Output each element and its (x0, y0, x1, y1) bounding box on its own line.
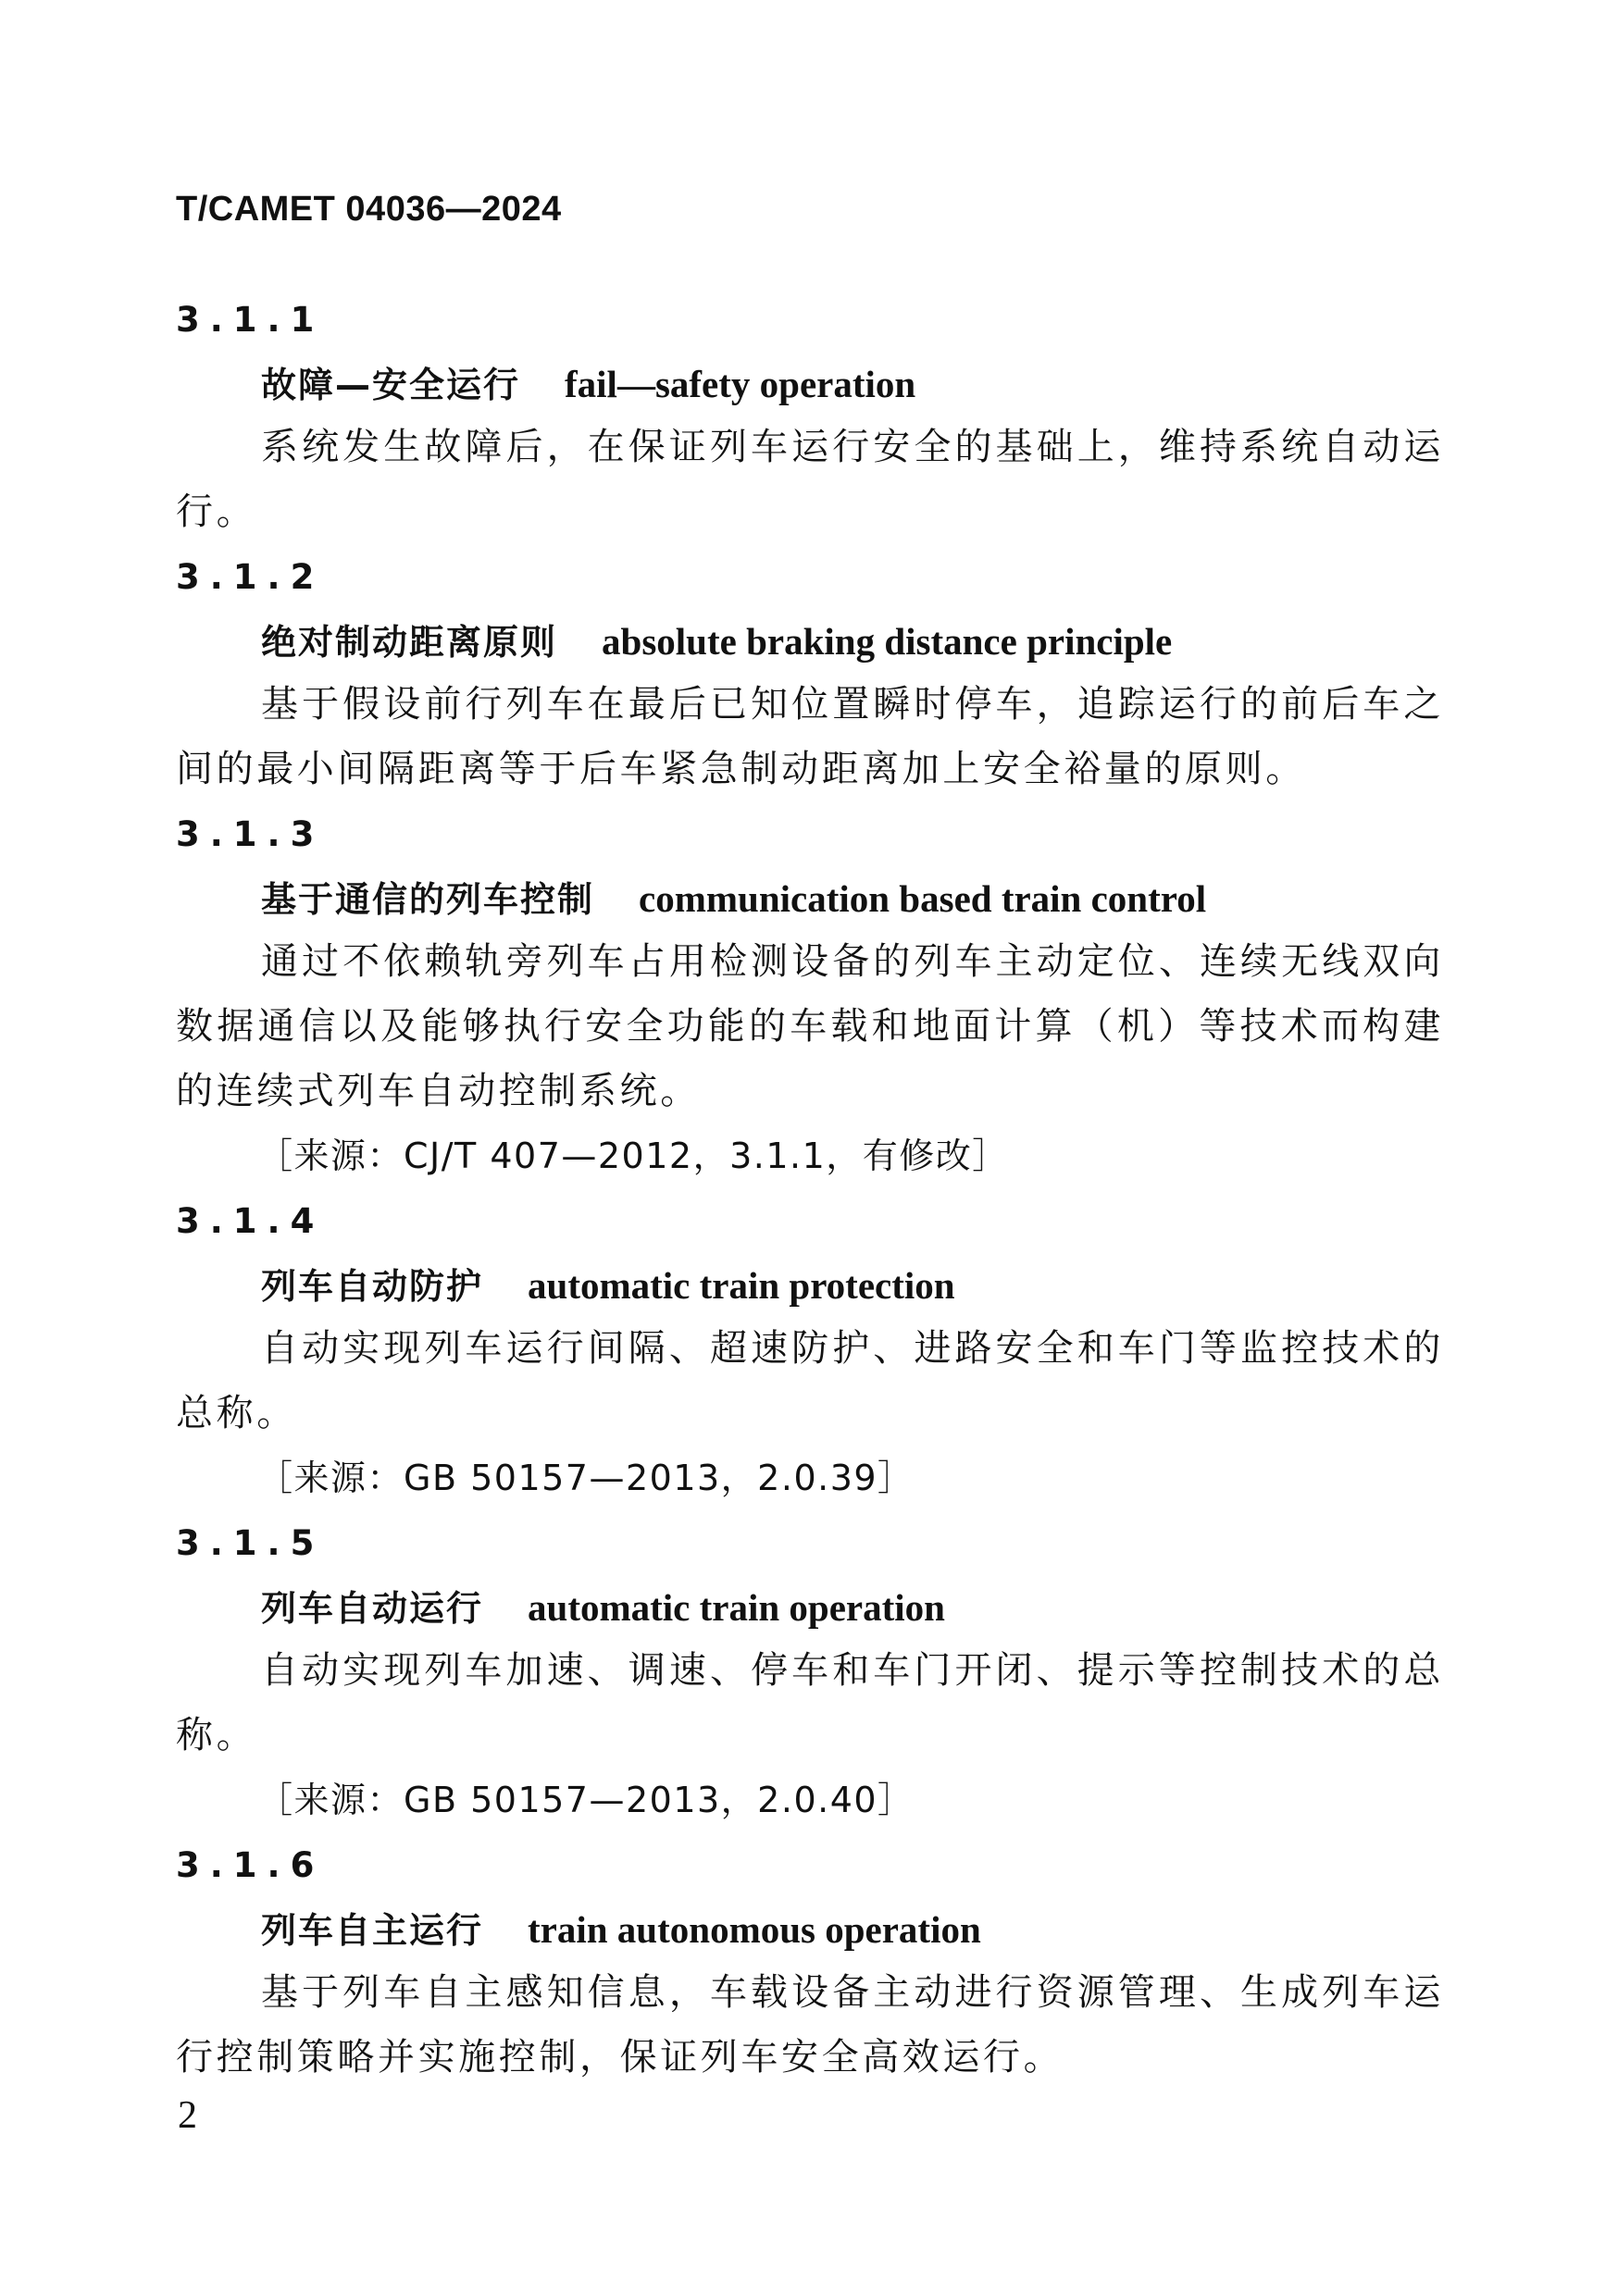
term-entry-3-1-5 (176, 1518, 1444, 1832)
term-source: ［来源：CJ/T 407—2012，3.1.1，有修改］ (257, 1136, 1009, 1176)
terms-body (176, 287, 1444, 2090)
term-english: communication based train control (639, 877, 1207, 920)
clause-number: 3.1.3 (176, 814, 325, 854)
term-definition: 基于假设前行列车在最后已知位置瞬时停车，追踪运行的前后车之间的最小间隔距离等于后车紧急制动距离加上安全裕量的原则。 (176, 683, 1444, 790)
term-english: fail—safety operation (565, 363, 916, 405)
term-definition: 系统发生故障后，在保证列车运行安全的基础上，维持系统自动运行。 (176, 426, 1444, 533)
standard-code-header: T/CAMET 04036—2024 (176, 190, 562, 229)
term-chinese: 故障—安全运行 (261, 365, 521, 405)
term-chinese: 列车自主运行 (261, 1910, 484, 1951)
term-english: absolute braking distance principle (602, 620, 1173, 663)
term-chinese: 列车自动防护 (261, 1266, 484, 1307)
term-chinese: 绝对制动距离原则 (261, 622, 558, 663)
term-definition: 自动实现列车运行间隔、超速防护、进路安全和车门等监控技术的总称。 (176, 1327, 1444, 1434)
term-entry-3-1-4 (176, 1196, 1444, 1510)
term-heading (176, 1903, 1444, 1956)
term-heading (176, 1581, 1444, 1634)
term-definition: 自动实现列车加速、调速、停车和车门开闭、提示等控制技术的总称。 (176, 1649, 1444, 1756)
term-chinese: 基于通信的列车控制 (261, 879, 595, 920)
term-heading (176, 357, 1444, 411)
term-chinese: 列车自动运行 (261, 1588, 484, 1629)
clause-number: 3.1.6 (176, 1845, 325, 1885)
clause-number: 3.1.5 (176, 1523, 325, 1563)
term-entry-3-1-6 (176, 1840, 1444, 2090)
term-heading (176, 1259, 1444, 1312)
term-source: ［来源：GB 50157—2013，2.0.40］ (257, 1780, 915, 1820)
term-english: train autonomous operation (528, 1908, 981, 1951)
clause-number: 3.1.1 (176, 300, 325, 340)
term-heading (176, 614, 1444, 668)
clause-number: 3.1.2 (176, 557, 325, 597)
term-english: automatic train protection (528, 1264, 955, 1307)
term-entry-3-1-2 (176, 552, 1444, 801)
term-definition: 通过不依赖轨旁列车占用检测设备的列车主动定位、连续无线双向数据通信以及能够执行安全功能的车载和地面计算（机）等技术而构建的连续式列车自动控制系统。 (176, 940, 1444, 1112)
page-number: 2 (178, 2094, 197, 2137)
term-source: ［来源：GB 50157—2013，2.0.39］ (257, 1458, 915, 1498)
term-entry-3-1-3 (176, 809, 1444, 1188)
term-english: automatic train operation (528, 1586, 945, 1629)
clause-number: 3.1.4 (176, 1201, 325, 1241)
term-heading (176, 872, 1444, 925)
term-definition: 基于列车自主感知信息，车载设备主动进行资源管理、生成列车运行控制策略并实施控制，保证列车安全高效运行。 (176, 1971, 1444, 2079)
term-entry-3-1-1 (176, 294, 1444, 544)
